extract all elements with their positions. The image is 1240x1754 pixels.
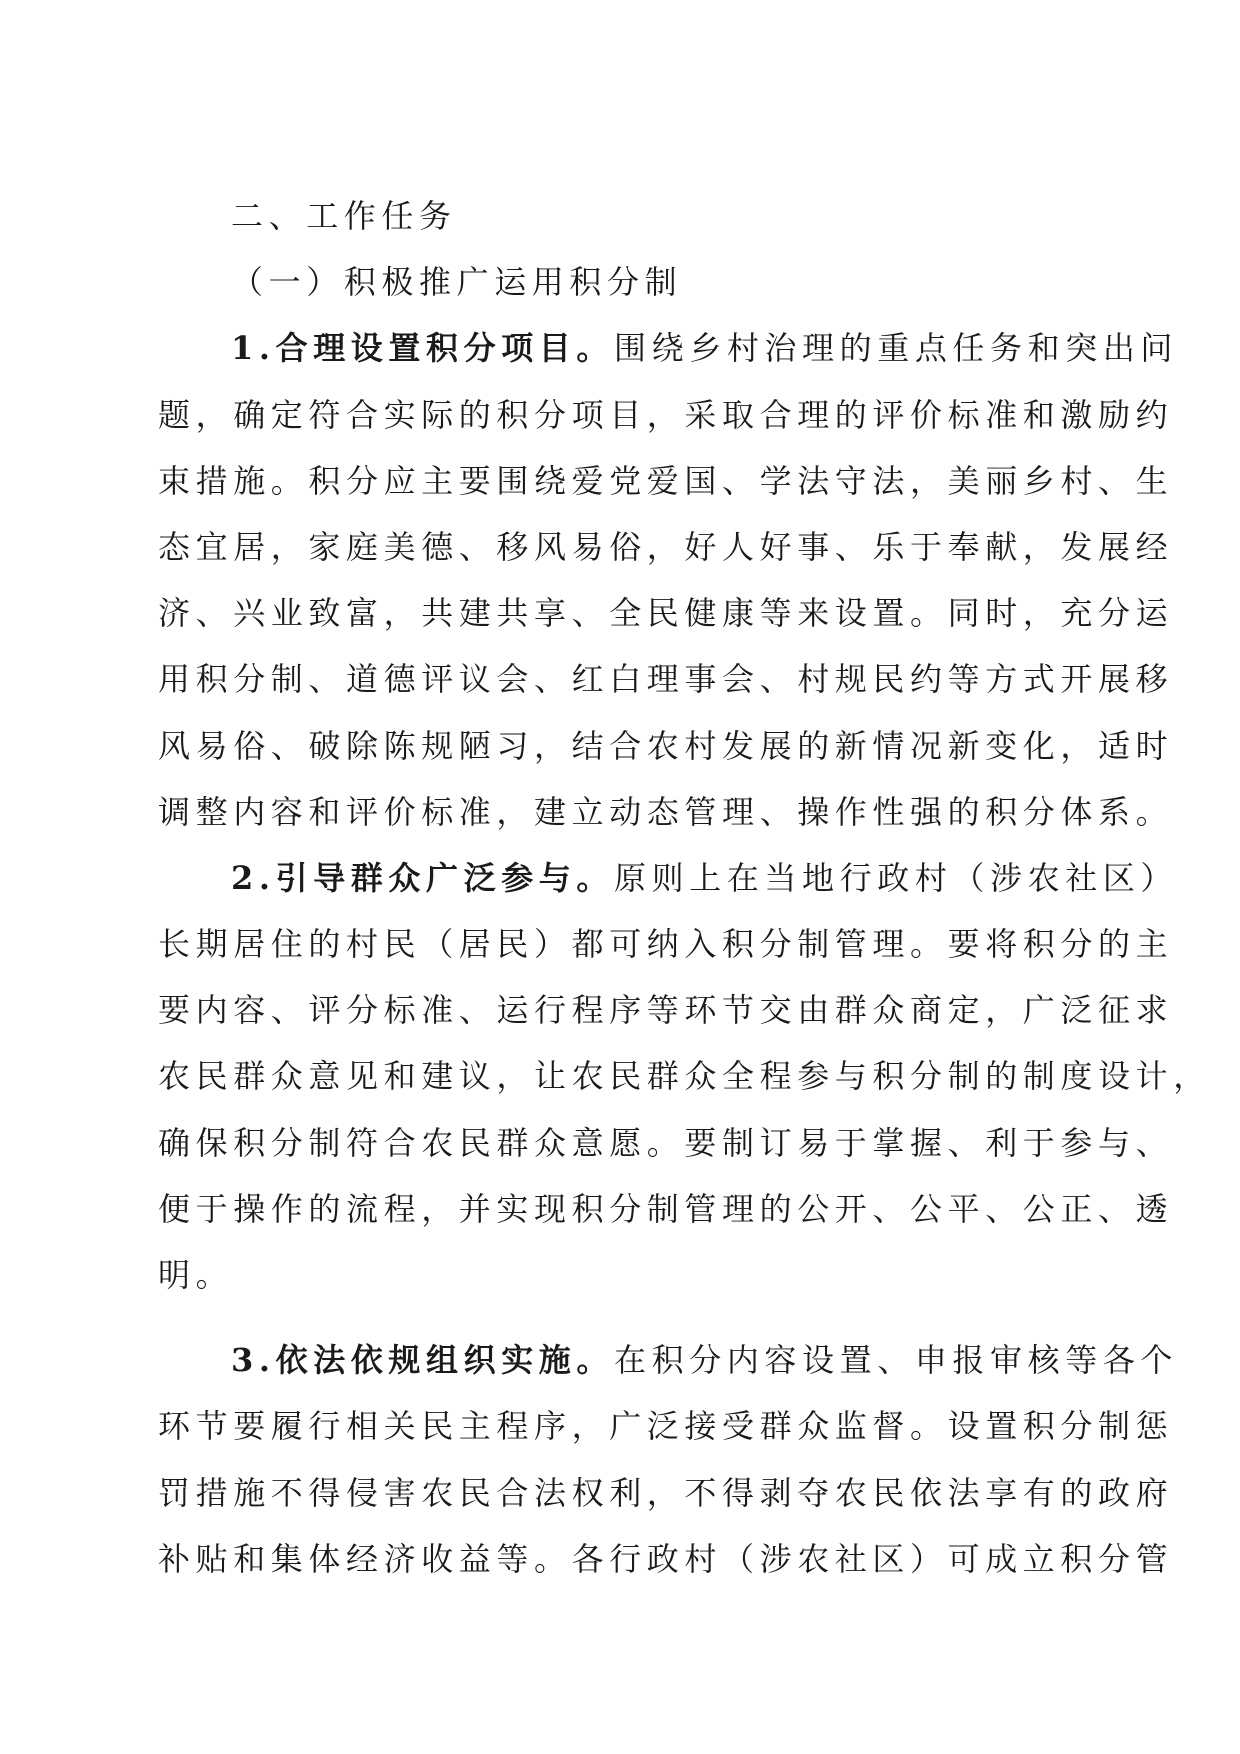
- paragraph-2-first-line: [158, 845, 1179, 911]
- paragraph-3-first-line: [158, 1327, 1179, 1393]
- paragraph-1-line: 济、兴业致富，共建共享、全民健康等来设置。同时，充分运: [158, 594, 1174, 633]
- paragraph-3-line: 罚措施不得侵害农民合法权利，不得剥夺农民依法享有的政府: [158, 1473, 1174, 1512]
- paragraph-2-heading: 2.引导群众广泛参与。: [231, 858, 615, 897]
- paragraph-2-line: 明。: [158, 1256, 234, 1294]
- paragraph-3-line: 补贴和集体经济收益等。各行政村（涉农社区）可成立积分管: [158, 1539, 1174, 1578]
- paragraph-2-line: 确保积分制符合农民群众意愿。要制订易于掌握、利于参与、: [158, 1123, 1174, 1162]
- paragraph-2-line: 长期居住的村民（居民）都可纳入积分制管理。要将积分的主: [158, 925, 1174, 964]
- paragraph-2-line: 原则上在当地行政村（涉农社区）: [614, 858, 1179, 897]
- paragraph-1-line: 束措施。积分应主要围绕爱党爱国、学法守法，美丽乡村、生: [158, 461, 1174, 500]
- paragraph-1-line: 围绕乡村治理的重点任务和突出问: [614, 329, 1179, 368]
- paragraph-2-line: 农民群众意见和建议，让农民群众全程参与积分制的制度设计，: [158, 1057, 1211, 1096]
- paragraph-3-heading: 3.依法依规组织实施。: [231, 1341, 615, 1380]
- subsection-title: （一）积极推广运用积分制: [231, 263, 683, 302]
- paragraph-1-heading: 1.合理设置积分项目。: [231, 329, 615, 368]
- paragraph-1-line: 态宜居，家庭美德、移风易俗，好人好事、乐于奉献，发展经: [158, 527, 1174, 566]
- paragraph-2-line: 便于操作的流程，并实现积分制管理的公开、公平、公正、透: [158, 1189, 1174, 1228]
- paragraph-1-line: 题，确定符合实际的积分项目，采取合理的评价标准和激励约: [158, 395, 1174, 434]
- paragraph-1-line: 风易俗、破除陈规陋习，结合农村发展的新情况新变化，适时: [158, 726, 1174, 765]
- paragraph-3-line: 在积分内容设置、申报审核等各个: [614, 1341, 1179, 1380]
- paragraph-2-line: 要内容、评分标准、运行程序等环节交由群众商定，广泛征求: [158, 991, 1174, 1030]
- paragraph-spacer: [158, 1308, 1058, 1327]
- document-body: [158, 183, 1211, 1592]
- section-title: 二、工作任务: [231, 197, 457, 235]
- paragraph-1-line: 调整内容和评价标准，建立动态管理、操作性强的积分体系。: [158, 792, 1174, 831]
- paragraph-1-line: 用积分制、道德评议会、红白理事会、村规民约等方式开展移: [158, 660, 1174, 699]
- paragraph-1-first-line: [158, 315, 1179, 381]
- paragraph-3-line: 环节要履行相关民主程序，广泛接受群众监督。设置积分制惩: [158, 1407, 1174, 1446]
